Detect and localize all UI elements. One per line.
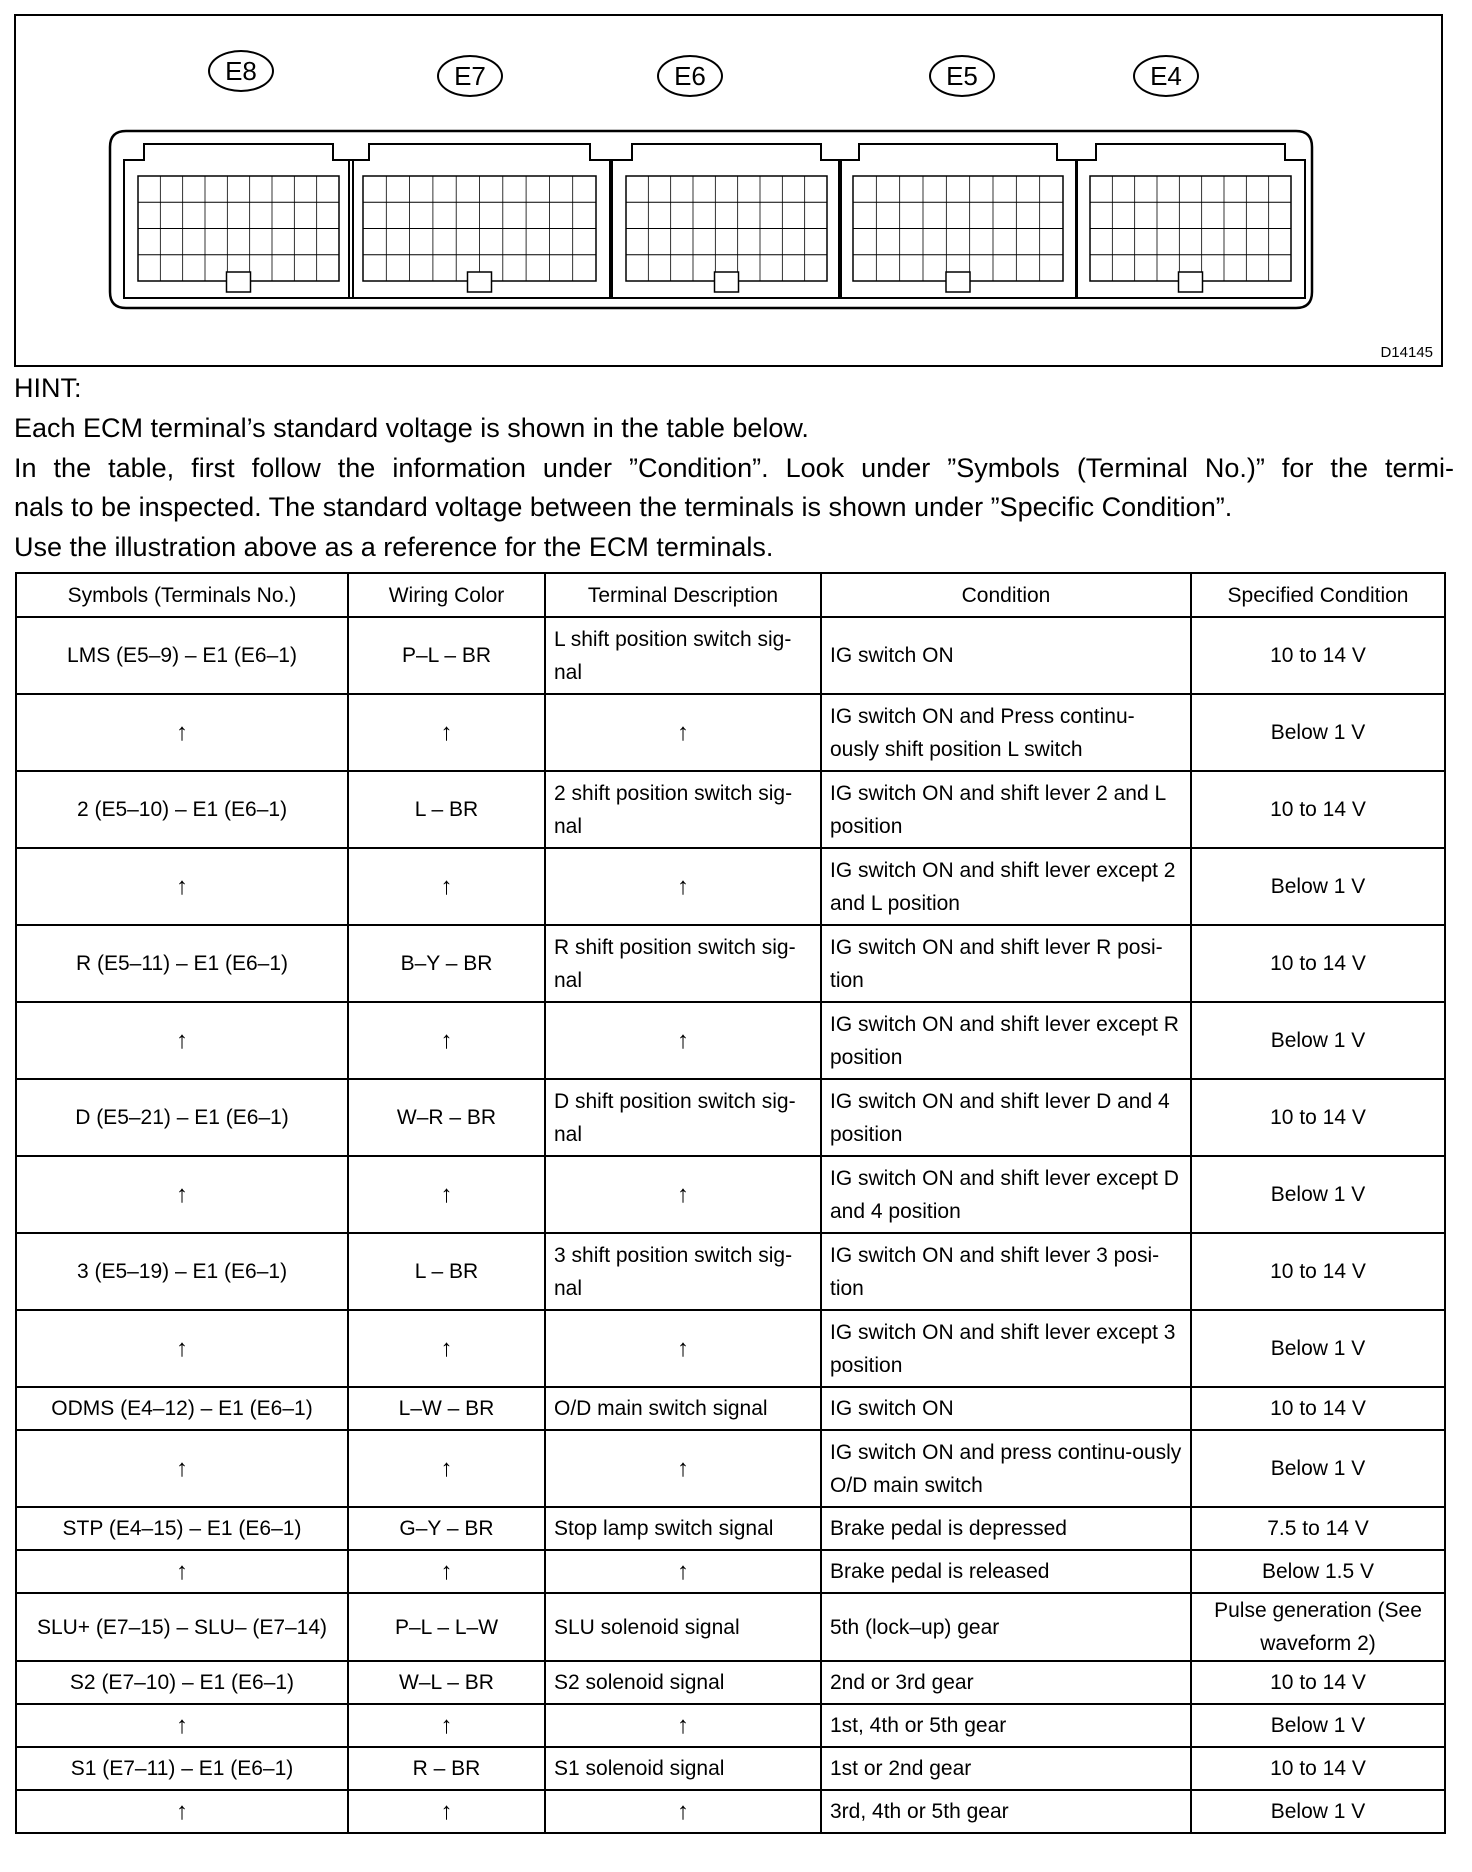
same-as-above-arrow: ↑ [348,1704,545,1747]
table-cell: Below 1 V [1191,1156,1445,1233]
table-cell: Below 1 V [1191,1002,1445,1079]
table-cell: R shift position switch sig-nal [545,925,821,1002]
table-cell: P–L – L–W [348,1593,545,1661]
table-row [16,694,1445,771]
same-as-above-arrow: ↑ [16,1790,348,1833]
table-cell: Below 1 V [1191,694,1445,771]
table-row [16,1430,1445,1507]
table-cell: 2nd or 3rd gear [821,1661,1191,1704]
hint-section [14,369,1454,568]
same-as-above-arrow: ↑ [545,1430,821,1507]
table-cell: D shift position switch sig-nal [545,1079,821,1156]
table-cell: S1 (E7–11) – E1 (E6–1) [16,1747,348,1790]
hint-line: Use the illustration above as a reference for the ECM terminals. [14,532,774,563]
table-cell: Pulse generation (See waveform 2) [1191,1593,1445,1661]
table-cell: Stop lamp switch signal [545,1507,821,1550]
table-row [16,1790,1445,1833]
table-cell: IG switch ON [821,1387,1191,1430]
table-row [16,1661,1445,1704]
same-as-above-arrow: ↑ [545,1156,821,1233]
same-as-above-arrow: ↑ [348,1310,545,1387]
table-cell: O/D main switch signal [545,1387,821,1430]
table-cell: Below 1 V [1191,848,1445,925]
table-cell: IG switch ON and shift lever except R position [821,1002,1191,1079]
table-cell: L – BR [348,1233,545,1310]
same-as-above-arrow: ↑ [16,1704,348,1747]
table-row [16,1387,1445,1430]
table-cell: 3rd, 4th or 5th gear [821,1790,1191,1833]
table-cell: SLU solenoid signal [545,1593,821,1661]
table-cell: W–L – BR [348,1661,545,1704]
table-cell: P–L – BR [348,617,545,694]
table-cell: IG switch ON and Press continu-ously shift position L switch [821,694,1191,771]
table-row [16,1593,1445,1661]
hint-line: In the table, first follow the information under ”Condition”. Look under ”Symbols (Terminal No.)” for the termi- [14,452,1454,483]
table-row [16,1156,1445,1233]
table-cell: S2 (E7–10) – E1 (E6–1) [16,1661,348,1704]
table-header-row [16,573,1445,617]
table-cell: G–Y – BR [348,1507,545,1550]
table-cell: Brake pedal is depressed [821,1507,1191,1550]
table-cell: 2 shift position switch sig-nal [545,771,821,848]
same-as-above-arrow: ↑ [16,1310,348,1387]
table-row [16,1747,1445,1790]
same-as-above-arrow: ↑ [348,1550,545,1593]
table-cell: S2 solenoid signal [545,1661,821,1704]
header-terminal-description: Terminal Description [545,573,821,617]
table-cell: R – BR [348,1747,545,1790]
table-cell: Below 1 V [1191,1310,1445,1387]
table-cell: IG switch ON and shift lever D and 4 position [821,1079,1191,1156]
table-cell: SLU+ (E7–15) – SLU– (E7–14) [16,1593,348,1661]
header-specified-condition: Specified Condition [1191,573,1445,617]
same-as-above-arrow: ↑ [16,1550,348,1593]
table-cell: Below 1 V [1191,1430,1445,1507]
table-cell: Below 1 V [1191,1704,1445,1747]
table-cell: 10 to 14 V [1191,1661,1445,1704]
table-cell: ODMS (E4–12) – E1 (E6–1) [16,1387,348,1430]
table-cell: 3 (E5–19) – E1 (E6–1) [16,1233,348,1310]
same-as-above-arrow: ↑ [16,1156,348,1233]
table-row [16,925,1445,1002]
table-row [16,771,1445,848]
table-cell: 10 to 14 V [1191,1387,1445,1430]
table-cell: 10 to 14 V [1191,617,1445,694]
table-row [16,1507,1445,1550]
table-cell: IG switch ON and shift lever except 2 and L position [821,848,1191,925]
table-cell: 2 (E5–10) – E1 (E6–1) [16,771,348,848]
table-row [16,1079,1445,1156]
same-as-above-arrow: ↑ [348,848,545,925]
same-as-above-arrow: ↑ [348,1156,545,1233]
ecm-connector-diagram [14,14,1443,367]
hint-heading: HINT: [14,373,82,403]
same-as-above-arrow: ↑ [16,694,348,771]
same-as-above-arrow: ↑ [16,1002,348,1079]
table-row [16,848,1445,925]
table-cell: IG switch ON and shift lever except D and 4 position [821,1156,1191,1233]
table-cell: 7.5 to 14 V [1191,1507,1445,1550]
connector-label-e8: E8 [208,50,274,92]
table-cell: L–W – BR [348,1387,545,1430]
table-cell: 1st, 4th or 5th gear [821,1704,1191,1747]
table-row [16,1704,1445,1747]
table-cell: 10 to 14 V [1191,1747,1445,1790]
same-as-above-arrow: ↑ [545,1550,821,1593]
same-as-above-arrow: ↑ [545,1704,821,1747]
header-condition: Condition [821,573,1191,617]
table-cell: 3 shift position switch sig-nal [545,1233,821,1310]
table-row [16,1002,1445,1079]
same-as-above-arrow: ↑ [545,1002,821,1079]
table-cell: 10 to 14 V [1191,771,1445,848]
table-cell: IG switch ON and shift lever except 3 position [821,1310,1191,1387]
table-cell: STP (E4–15) – E1 (E6–1) [16,1507,348,1550]
table-cell: LMS (E5–9) – E1 (E6–1) [16,617,348,694]
table-cell: IG switch ON and press continu-ously O/D main switch [821,1430,1191,1507]
header-symbols: Symbols (Terminals No.) [16,573,348,617]
table-cell: L shift position switch sig-nal [545,617,821,694]
table-cell: W–R – BR [348,1079,545,1156]
same-as-above-arrow: ↑ [348,1790,545,1833]
table-cell: 10 to 14 V [1191,925,1445,1002]
table-cell: S1 solenoid signal [545,1747,821,1790]
table-row [16,1550,1445,1593]
same-as-above-arrow: ↑ [545,848,821,925]
hint-line: Each ECM terminal’s standard voltage is shown in the table below. [14,412,809,443]
figure-code: D14145 [1380,344,1433,361]
table-cell: IG switch ON and shift lever 2 and L position [821,771,1191,848]
table-cell: Below 1 V [1191,1790,1445,1833]
same-as-above-arrow: ↑ [545,1310,821,1387]
table-cell: IG switch ON and shift lever 3 posi-tion [821,1233,1191,1310]
table-cell: 1st or 2nd gear [821,1747,1191,1790]
same-as-above-arrow: ↑ [348,1430,545,1507]
table-cell: IG switch ON and shift lever R posi-tion [821,925,1191,1002]
connector-label-e4: E4 [1133,55,1199,97]
table-row [16,617,1445,694]
table-cell: 10 to 14 V [1191,1079,1445,1156]
table-row [16,1310,1445,1387]
connector-label-e7: E7 [437,55,503,97]
table-cell: L – BR [348,771,545,848]
same-as-above-arrow: ↑ [16,848,348,925]
same-as-above-arrow: ↑ [348,1002,545,1079]
table-cell: D (E5–21) – E1 (E6–1) [16,1079,348,1156]
ecm-terminal-table [15,572,1446,1834]
header-wiring-color: Wiring Color [348,573,545,617]
hint-line: nals to be inspected. The standard voltage between the terminals is shown under ”Specific Condition”. [14,492,1233,523]
table-cell: B–Y – BR [348,925,545,1002]
same-as-above-arrow: ↑ [545,1790,821,1833]
table-cell: 10 to 14 V [1191,1233,1445,1310]
same-as-above-arrow: ↑ [16,1430,348,1507]
same-as-above-arrow: ↑ [545,694,821,771]
table-cell: Brake pedal is released [821,1550,1191,1593]
table-cell: R (E5–11) – E1 (E6–1) [16,925,348,1002]
same-as-above-arrow: ↑ [348,694,545,771]
connector-label-e5: E5 [929,55,995,97]
table-cell: 5th (lock–up) gear [821,1593,1191,1661]
connector-label-e6: E6 [657,55,723,97]
table-cell: IG switch ON [821,617,1191,694]
table-cell: Below 1.5 V [1191,1550,1445,1593]
table-row [16,1233,1445,1310]
